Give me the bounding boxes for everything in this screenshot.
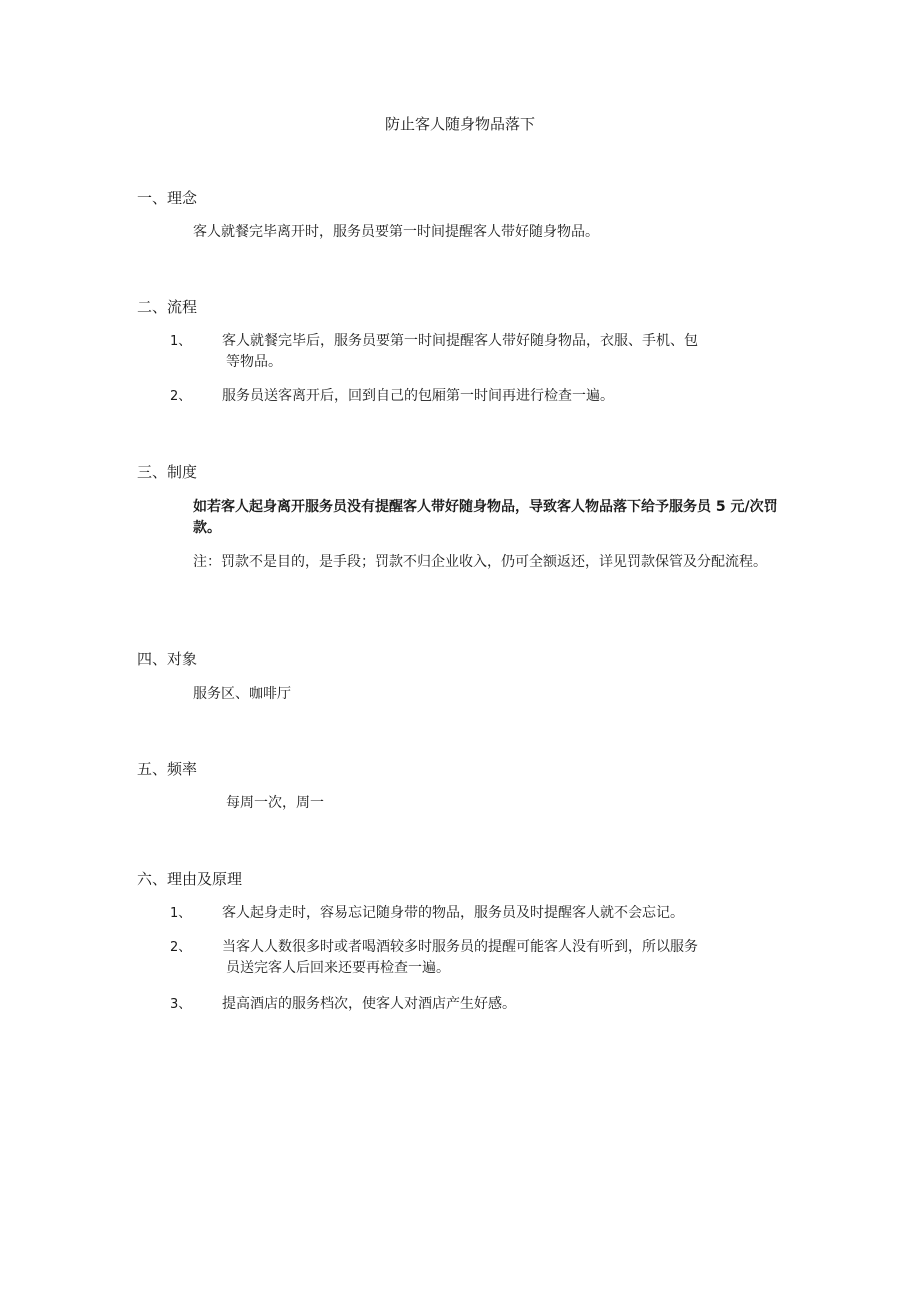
section-heading-rationale: 六、理由及原理 <box>137 870 243 888</box>
concept-paragraph: 客人就餐完毕离开时，服务员要第一时间提醒客人带好随身物品。 <box>193 224 599 240</box>
list-item <box>170 937 770 979</box>
section-heading-frequency: 五、频率 <box>137 760 198 778</box>
list-item-text-continued: 员送完客人后回来还要再检查一遍。 <box>226 960 450 976</box>
frequency-paragraph: 每周一次，周一 <box>226 795 324 811</box>
target-paragraph: 服务区、咖啡厅 <box>193 686 291 702</box>
list-item <box>170 386 770 407</box>
section-heading-target: 四、对象 <box>137 650 198 668</box>
list-item-number: 2、 <box>170 940 192 955</box>
list-item-number: 3、 <box>170 997 192 1012</box>
list-item-text: 提高酒店的服务档次，使客人对酒店产生好感。 <box>222 996 516 1012</box>
list-item-number: 2、 <box>170 389 192 404</box>
list-item <box>170 331 770 373</box>
document-title: 防止客人随身物品落下 <box>384 115 535 133</box>
list-item-text: 客人就餐完毕后，服务员要第一时间提醒客人带好随身物品，衣服、手机、包 <box>222 333 698 349</box>
list-item-number: 1、 <box>170 334 192 349</box>
policy-note: 注：罚款不是目的，是手段；罚款不归企业收入，仍可全额返还，详见罚款保管及分配流程。 <box>193 554 767 570</box>
list-item-text: 服务员送客离开后，回到自己的包厢第一时间再进行检查一遍。 <box>222 388 614 404</box>
policy-paragraph: 如若客人起身离开服务员没有提醒客人带好随身物品，导致客人物品落下给予服务员 5 元/次罚款。 <box>193 499 778 536</box>
list-item-number: 1、 <box>170 906 192 921</box>
list-item <box>170 903 770 924</box>
section-heading-concept: 一、理念 <box>137 189 198 207</box>
list-item-text-continued: 等物品。 <box>226 354 282 370</box>
list-item-text: 当客人人数很多时或者喝酒较多时服务员的提醒可能客人没有听到，所以服务 <box>222 939 698 955</box>
section-heading-process: 二、流程 <box>137 298 198 316</box>
section-heading-policy: 三、制度 <box>137 463 198 481</box>
list-item-text: 客人起身走时，容易忘记随身带的物品，服务员及时提醒客人就不会忘记。 <box>222 905 684 921</box>
list-item <box>170 994 770 1015</box>
